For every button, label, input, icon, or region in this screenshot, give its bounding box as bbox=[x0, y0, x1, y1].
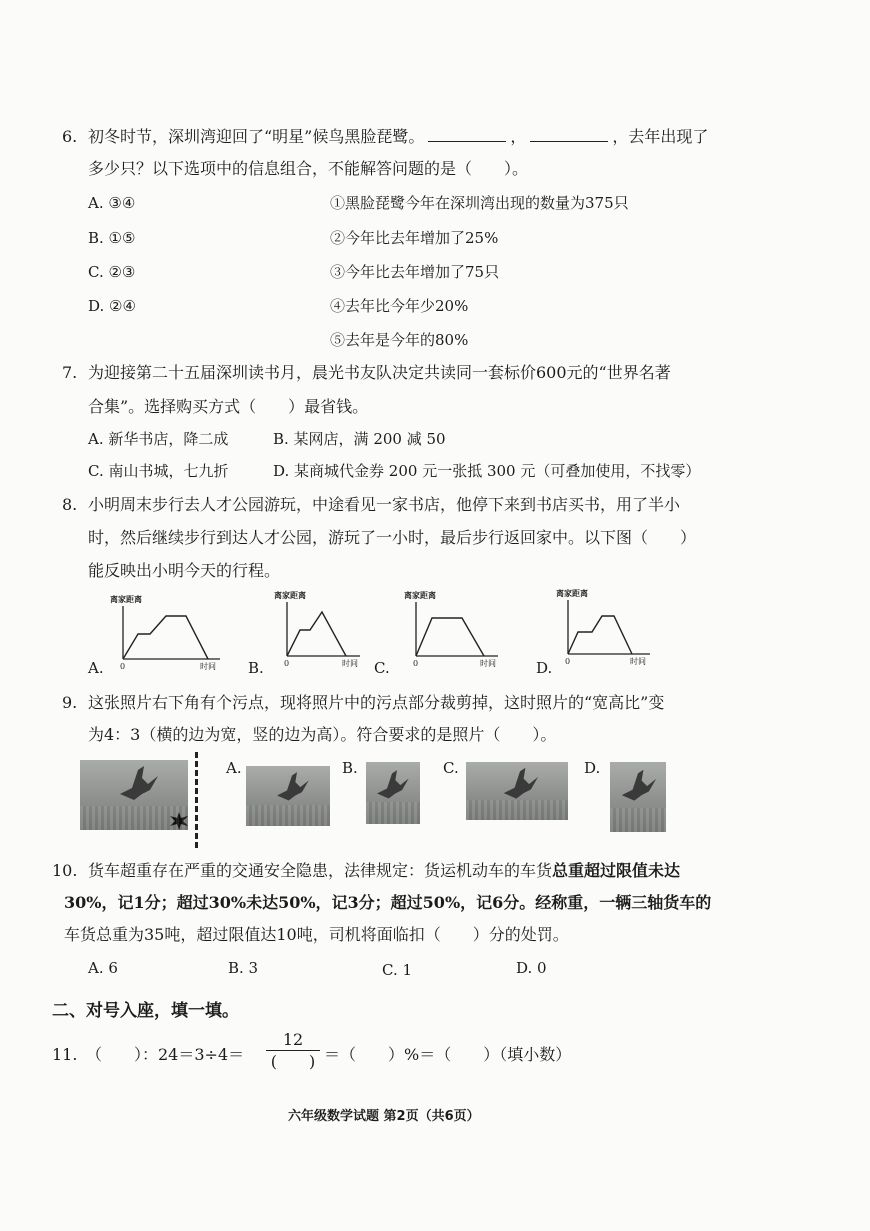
q6-number: 6. bbox=[62, 127, 78, 146]
q6-option-c: C. ②③ bbox=[88, 263, 136, 281]
q10-text-a: 货车超重存在严重的交通安全隐患，法律规定：货运机动车的车货 bbox=[88, 861, 553, 880]
q6-option-d: D. ②④ bbox=[88, 297, 136, 315]
divider-dashed bbox=[195, 752, 198, 848]
q10-number: 10. bbox=[52, 861, 78, 880]
graph-a-origin: 0 bbox=[120, 662, 126, 671]
q6-fact-2: ②今年比去年增加了25% bbox=[330, 229, 499, 247]
photo-a-label: A. bbox=[226, 759, 242, 777]
q10-option-d: D. 0 bbox=[516, 959, 547, 977]
original-photo bbox=[80, 760, 188, 830]
q7-option-b: B. 某网店，满 200 减 50 bbox=[273, 430, 446, 448]
photo-a bbox=[246, 766, 330, 826]
graph-a-xlabel: 时间 bbox=[200, 662, 216, 671]
q8-number: 8. bbox=[62, 495, 78, 514]
graph-c-origin: 0 bbox=[413, 659, 419, 668]
q7-option-d: D. 某商城代金券 200 元一张抵 300 元（可叠加使用，不找零） bbox=[273, 462, 701, 480]
q11-part1: （ ）：24＝3÷4＝ bbox=[86, 1045, 245, 1064]
q6-text-c: ，去年出现了 bbox=[612, 127, 709, 146]
graph-b-origin: 0 bbox=[284, 659, 290, 668]
photo-c bbox=[466, 762, 568, 820]
q10-option-c: C. 1 bbox=[382, 961, 413, 979]
photo-c-label: C. bbox=[443, 759, 459, 777]
q8-line2: 时，然后继续步行到达人才公园，游玩了一小时，最后步行返回家中。以下图（ ） bbox=[88, 528, 697, 547]
graph-b-label: B. bbox=[248, 659, 264, 677]
q6-blank-2 bbox=[530, 127, 608, 142]
bird-icon bbox=[616, 768, 660, 806]
q7-number: 7. bbox=[62, 363, 78, 382]
graph-d-line bbox=[568, 616, 632, 654]
q9-number: 9. bbox=[62, 693, 78, 712]
q11-numerator: 12 bbox=[266, 1030, 320, 1051]
q10-line2: 30%，记1分；超过30%未达50%，记3分；超过50%，记6分。经称重，一辆三轴货车的 bbox=[64, 893, 712, 912]
q11-part2: ＝（ ）%＝（ ）（填小数） bbox=[324, 1045, 572, 1064]
graph-c-ylabel: 离家距离 bbox=[404, 590, 436, 600]
q7-option-a: A. 新华书店，降二成 bbox=[88, 430, 229, 448]
graph-b-ylabel: 离家距离 bbox=[274, 590, 306, 600]
q6-fact-5: ⑤去年是今年的80% bbox=[330, 331, 469, 349]
q8-line1: 小明周末步行去人才公园游玩，中途看见一家书店，他停下来到书店买书，用了半小 bbox=[88, 495, 681, 514]
q6-fact-4: ④去年比今年少20% bbox=[330, 297, 469, 315]
q6-fact-1: ①黑脸琵鹭今年在深圳湾出现的数量为375只 bbox=[330, 194, 629, 212]
bird-icon bbox=[372, 768, 412, 804]
q10-option-b: B. 3 bbox=[228, 959, 259, 977]
q9-line1: 这张照片右下角有个污点，现将照片中的污点部分裁剪掉，这时照片的“宽高比”变 bbox=[88, 693, 665, 712]
q11-fraction bbox=[266, 1030, 320, 1073]
q6-line2: 多少只？以下选项中的信息组合，不能解答问题的是（ ）。 bbox=[88, 159, 529, 178]
q9-line2: 为4：3（横的边为宽，竖的边为高）。符合要求的是照片（ ）。 bbox=[88, 725, 557, 744]
stain-icon bbox=[170, 812, 188, 830]
graph-a bbox=[108, 592, 228, 672]
q6-option-a: A. ③④ bbox=[88, 194, 136, 212]
q7-option-c: C. 南山书城，七九折 bbox=[88, 462, 229, 480]
graph-c-label: C. bbox=[374, 659, 390, 677]
graph-a-line bbox=[123, 616, 208, 659]
bird-icon bbox=[272, 770, 312, 806]
q10-line1 bbox=[88, 860, 680, 882]
q6-text-b: ， bbox=[510, 127, 527, 146]
graph-d bbox=[550, 586, 660, 670]
photo-d bbox=[610, 762, 666, 832]
photo-d-label: D. bbox=[584, 759, 601, 777]
q6-line1 bbox=[88, 126, 708, 148]
graph-d-origin: 0 bbox=[565, 657, 571, 666]
bird-icon bbox=[114, 764, 162, 806]
bird-icon bbox=[498, 766, 542, 804]
graph-d-xlabel: 时间 bbox=[630, 657, 646, 666]
q10-line3: 车货总重为35吨，超过限值达10吨，司机将面临扣（ ）分的处罚。 bbox=[64, 925, 569, 944]
photo-b bbox=[366, 762, 420, 824]
q6-fact-3: ③今年比去年增加了75只 bbox=[330, 263, 500, 281]
graph-a-ylabel: 离家距离 bbox=[110, 594, 142, 604]
q8-line3: 能反映出小明今天的行程。 bbox=[88, 561, 281, 580]
graph-c-line bbox=[416, 618, 484, 656]
graph-d-ylabel: 离家距离 bbox=[556, 588, 588, 598]
graph-b-xlabel: 时间 bbox=[342, 659, 358, 668]
graph-c-xlabel: 时间 bbox=[480, 659, 496, 668]
graph-c bbox=[394, 588, 506, 672]
page-footer: 六年级数学试题 第2页（共6页） bbox=[288, 1109, 480, 1124]
q11-denominator: ( ) bbox=[270, 1052, 316, 1071]
photo-b-label: B. bbox=[342, 759, 358, 777]
graph-d-label: D. bbox=[536, 659, 553, 677]
q6-blank-1 bbox=[428, 127, 506, 142]
q6-text-a: 初冬时节，深圳湾迎回了“明星”候鸟黑脸琵鹭。 bbox=[88, 127, 425, 146]
graph-b bbox=[268, 588, 368, 672]
graph-b-line bbox=[287, 612, 346, 656]
q7-line2: 合集”。选择购买方式（ ）最省钱。 bbox=[88, 397, 369, 416]
q7-line1: 为迎接第二十五届深圳读书月，晨光书友队决定共读同一套标价600元的“世界名著 bbox=[88, 363, 671, 382]
q11-number: 11. bbox=[52, 1045, 78, 1064]
graph-a-label: A. bbox=[88, 659, 104, 677]
q10-option-a: A. 6 bbox=[88, 959, 118, 977]
section-2-title: 二、对号入座，填一填。 bbox=[52, 1001, 239, 1021]
q6-option-b: B. ①⑤ bbox=[88, 229, 136, 247]
q10-text-b: 总重超过限值未达 bbox=[552, 861, 681, 880]
